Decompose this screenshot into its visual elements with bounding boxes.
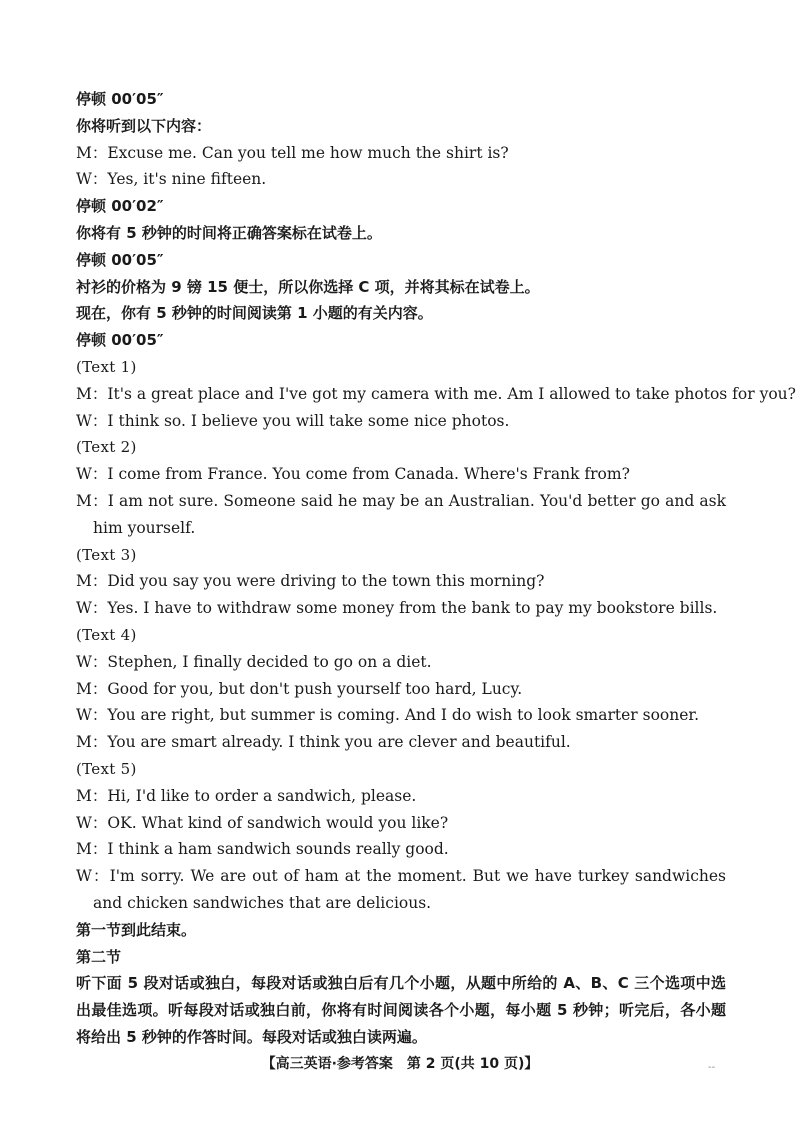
dialogue-paragraph: W：I'm sorry. We are out of ham at the moment. But we have turkey sandwiches and chicken sandwiches that are delicious.: [76, 867, 726, 912]
dialogue-line: M：Did you say you were driving to the town this morning?: [76, 572, 545, 591]
section-end-line: 第一节到此结束。: [76, 920, 197, 939]
dialogue-line: M：It's a great place and I've got my camera with me. Am I allowed to take photos for you?: [76, 384, 796, 403]
dialogue-line: W：Yes. I have to withdraw some money from the bank to pay my bookstore bills.: [76, 599, 718, 618]
section-instructions: 听下面 5 段对话或独白，每段对话或独白后有几个小题，从题中所给的 A、B、C 三个选项中选出最佳选项。听每段对话或独白前，你将有时间阅读各个小题，每小题 5 秒钟；听完后，各小题将给出 5 秒钟的作答时间。每段对话或独白读两遍。: [76, 974, 726, 1046]
dialogue-line: M：Hi, I'd like to order a sandwich, please.: [76, 786, 417, 805]
text-marker: (Text 2): [76, 438, 137, 457]
dialogue-line: W：I think so. I believe you will take some nice photos.: [76, 411, 510, 430]
dialogue-line: W：I come from France. You come from Canada. Where's Frank from?: [76, 465, 630, 484]
dialogue-line: W：Stephen, I finally decided to go on a diet.: [76, 652, 432, 671]
text-marker: (Text 4): [76, 625, 137, 644]
dialogue-line: M：I think a ham sandwich sounds really good.: [76, 840, 449, 859]
pause-line: 停顿 00′05″: [76, 250, 164, 269]
dialogue-line: M：Excuse me. Can you tell me how much the shirt is?: [76, 143, 509, 162]
dialogue-line: W：You are right, but summer is coming. And I do wish to look smarter sooner.: [76, 706, 700, 725]
instruction-line: 你将有 5 秒钟的时间将正确答案标在试卷上。: [76, 223, 382, 242]
page-footer: 【高三英语·参考答案 第 2 页(共 10 页)】: [261, 1056, 539, 1072]
pause-line: 停顿 00′05″: [76, 90, 164, 108]
pause-line: 停顿 00′02″: [76, 197, 164, 216]
dialogue-line: M：Good for you, but don't push yourself too hard, Lucy.: [76, 679, 523, 698]
section-heading: 第二节: [76, 947, 122, 966]
dialogue-line: M：You are smart already. I think you are clever and beautiful.: [76, 733, 571, 752]
page-content: [76, 86, 796, 1051]
dialogue-paragraph: M：I am not sure. Someone said he may be an Australian. You'd better go and ask him yourself.: [76, 491, 726, 537]
text-marker: (Text 3): [76, 545, 137, 564]
pause-line: 停顿 00′05″: [76, 331, 164, 350]
text-marker: (Text 1): [76, 357, 137, 376]
corner-mark: --: [708, 1062, 716, 1073]
text-marker: (Text 5): [76, 759, 137, 778]
instruction-line: 现在，你有 5 秒钟的时间阅读第 1 小题的有关内容。: [76, 304, 433, 323]
dialogue-line: W：Yes, it's nine fifteen.: [76, 170, 267, 189]
instruction-line: 你将听到以下内容：: [76, 116, 212, 135]
instruction-line: 衬衫的价格为 9 镑 15 便士，所以你选择 C 项，并将其标在试卷上。: [76, 277, 540, 296]
dialogue-line: W：OK. What kind of sandwich would you like?: [76, 813, 449, 832]
